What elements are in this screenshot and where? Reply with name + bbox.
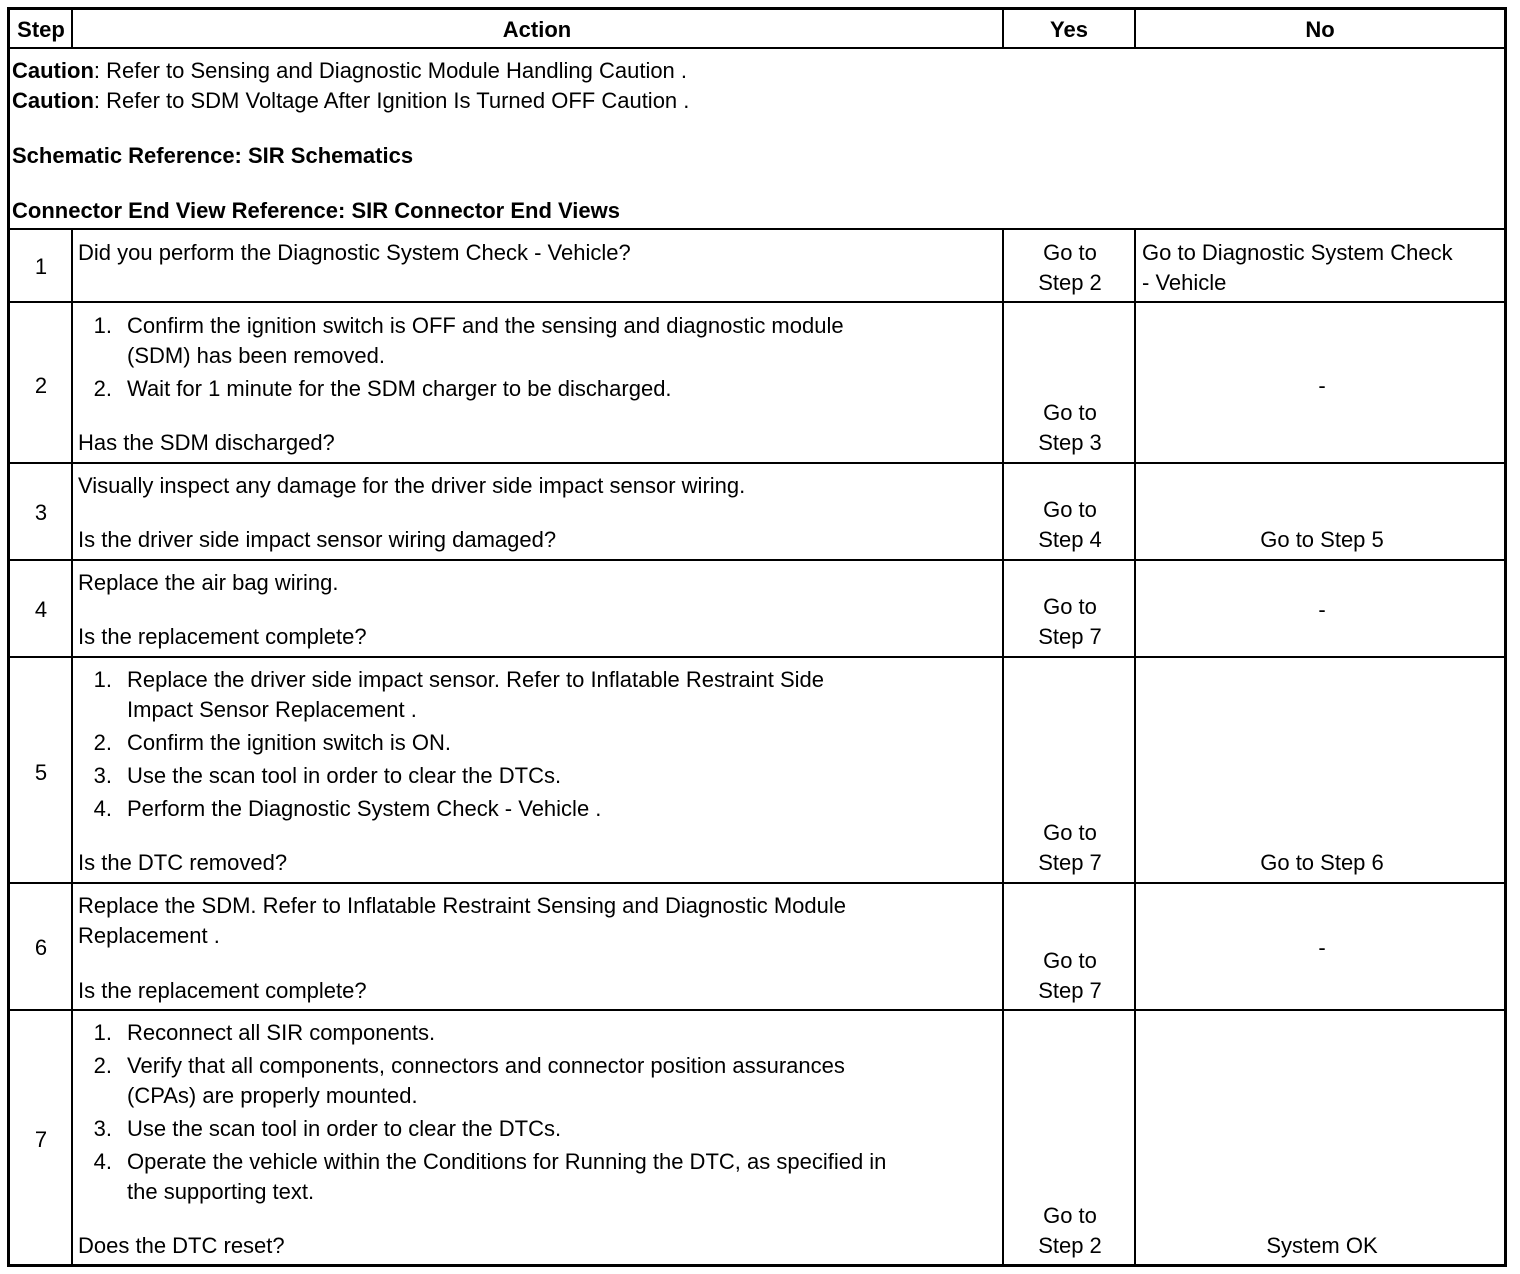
action-text: Did you perform the Diagnostic System Check - Vehicle? bbox=[78, 240, 631, 265]
caution-line-2 bbox=[12, 86, 689, 116]
no-target: Go to Step 5 bbox=[1260, 527, 1384, 552]
list-item-text: the supporting text. bbox=[127, 1179, 315, 1204]
list-item-text: Use the scan tool in order to clear the DTCs. bbox=[127, 1116, 562, 1141]
yes-line: Step 3 bbox=[1038, 430, 1102, 455]
yes-line: Go to bbox=[1043, 594, 1097, 619]
row-divider bbox=[10, 47, 1504, 49]
step-number: 6 bbox=[34, 935, 48, 960]
caution-label: Caution bbox=[12, 58, 94, 83]
no-target: System OK bbox=[1266, 1233, 1378, 1258]
yes-target bbox=[1005, 818, 1135, 878]
yes-target bbox=[1005, 1201, 1135, 1261]
yes-line: Step 2 bbox=[1038, 270, 1102, 295]
row-divider bbox=[10, 462, 1504, 464]
yes-line: Step 7 bbox=[1038, 978, 1102, 1003]
action-question: Is the driver side impact sensor wiring damaged? bbox=[78, 527, 557, 552]
yes-line: Go to bbox=[1043, 240, 1097, 265]
action-question: Is the replacement complete? bbox=[78, 978, 367, 1003]
diagnostic-table bbox=[7, 7, 1507, 1267]
yes-target bbox=[1005, 238, 1135, 298]
list-item-text: Reconnect all SIR components. bbox=[127, 1020, 436, 1045]
list-item-text: Use the scan tool in order to clear the DTCs. bbox=[127, 763, 562, 788]
action-text: Replace the air bag wiring. bbox=[78, 570, 339, 595]
row-divider bbox=[10, 559, 1504, 561]
header-step: Step bbox=[17, 17, 65, 42]
list-item-number: 4. bbox=[93, 1149, 112, 1174]
no-target bbox=[1142, 238, 1506, 298]
action-text: Visually inspect any damage for the driver side impact sensor wiring. bbox=[78, 473, 746, 498]
list-item-number: 2. bbox=[93, 376, 112, 401]
list-item-text: (CPAs) are properly mounted. bbox=[127, 1083, 418, 1108]
schematic-reference: Schematic Reference: SIR Schematics bbox=[12, 143, 414, 168]
yes-target bbox=[1005, 398, 1135, 458]
list-item-text: Replace the driver side impact sensor. Refer to Inflatable Restraint Side bbox=[127, 667, 825, 692]
list-item-text: Perform the Diagnostic System Check - Vehicle . bbox=[127, 796, 602, 821]
no-target: Go to Step 6 bbox=[1260, 850, 1384, 875]
column-divider bbox=[1134, 230, 1136, 1264]
list-item-text: Confirm the ignition switch is OFF and the sensing and diagnostic module bbox=[127, 313, 844, 338]
list-item-number: 3. bbox=[93, 1116, 112, 1141]
list-item-number: 2. bbox=[93, 1053, 112, 1078]
header-yes: Yes bbox=[1050, 17, 1088, 42]
step-number: 1 bbox=[34, 254, 48, 279]
list-item-number: 1. bbox=[93, 1020, 112, 1045]
no-target: - bbox=[1318, 935, 1326, 960]
row-divider bbox=[10, 228, 1504, 230]
row-divider bbox=[10, 1009, 1504, 1011]
list-item-number: 1. bbox=[93, 667, 112, 692]
list-item-text: Confirm the ignition switch is ON. bbox=[127, 730, 451, 755]
row-divider bbox=[10, 882, 1504, 884]
caution-text: : Refer to SDM Voltage After Ignition Is Turned OFF Caution . bbox=[93, 88, 690, 113]
no-line: Go to Diagnostic System Check bbox=[1142, 240, 1453, 265]
yes-line: Go to bbox=[1043, 948, 1097, 973]
step-number: 4 bbox=[34, 597, 48, 622]
list-item-number: 3. bbox=[93, 763, 112, 788]
action-question: Has the SDM discharged? bbox=[78, 430, 335, 455]
yes-line: Go to bbox=[1043, 400, 1097, 425]
list-item-text: (SDM) has been removed. bbox=[127, 343, 385, 368]
list-item-text: Operate the vehicle within the Conditions for Running the DTC, as specified in bbox=[127, 1149, 887, 1174]
yes-line: Go to bbox=[1043, 497, 1097, 522]
list-item-text: Impact Sensor Replacement . bbox=[127, 697, 417, 722]
action-text: Replace the SDM. Refer to Inflatable Restraint Sensing and Diagnostic Module bbox=[78, 893, 846, 918]
list-item-number: 2. bbox=[93, 730, 112, 755]
list-item-text: Wait for 1 minute for the SDM charger to be discharged. bbox=[127, 376, 672, 401]
header-action: Action bbox=[502, 17, 572, 42]
caution-label: Caution bbox=[12, 88, 94, 113]
yes-target bbox=[1005, 592, 1135, 652]
yes-line: Step 4 bbox=[1038, 527, 1102, 552]
yes-target bbox=[1005, 495, 1135, 555]
list-item-text: Verify that all components, connectors and connector position assurances bbox=[127, 1053, 845, 1078]
action-question: Does the DTC reset? bbox=[78, 1233, 285, 1258]
yes-line: Step 7 bbox=[1038, 850, 1102, 875]
yes-line: Step 2 bbox=[1038, 1233, 1102, 1258]
column-divider bbox=[1002, 230, 1004, 1264]
yes-line: Go to bbox=[1043, 1203, 1097, 1228]
connector-reference: Connector End View Reference: SIR Connector End Views bbox=[12, 198, 620, 223]
step-number: 2 bbox=[34, 373, 48, 398]
step-number: 3 bbox=[34, 500, 48, 525]
header-no: No bbox=[1305, 17, 1335, 42]
action-question: Is the replacement complete? bbox=[78, 624, 367, 649]
caution-text: : Refer to Sensing and Diagnostic Module Handling Caution . bbox=[93, 58, 688, 83]
list-item-number: 4. bbox=[93, 796, 112, 821]
action-text: Replacement . bbox=[78, 923, 220, 948]
action-question: Is the DTC removed? bbox=[78, 850, 288, 875]
yes-line: Go to bbox=[1043, 820, 1097, 845]
row-divider bbox=[10, 301, 1504, 303]
no-target: - bbox=[1318, 373, 1326, 398]
yes-line: Step 7 bbox=[1038, 624, 1102, 649]
no-target: - bbox=[1318, 597, 1326, 622]
list-item-number: 1. bbox=[93, 313, 112, 338]
no-line: - Vehicle bbox=[1142, 270, 1227, 295]
step-number: 7 bbox=[34, 1127, 48, 1152]
yes-target bbox=[1005, 946, 1135, 1006]
step-number: 5 bbox=[34, 760, 48, 785]
row-divider bbox=[10, 656, 1504, 658]
caution-line-1 bbox=[12, 56, 687, 86]
